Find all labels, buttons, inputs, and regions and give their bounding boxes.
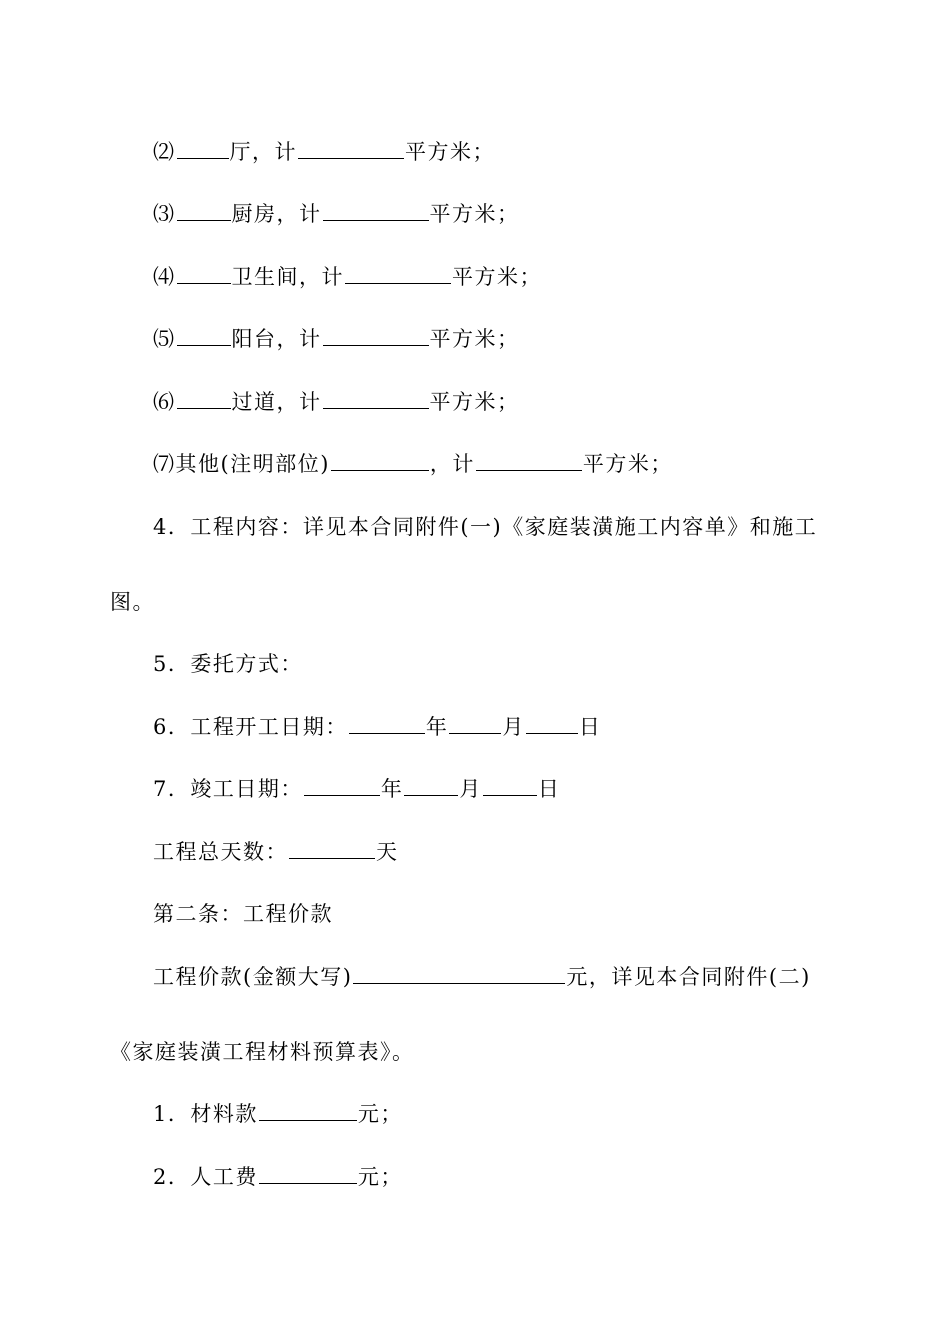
day-blank [526,713,578,734]
price-label: 工程价款(金额大写) [153,965,353,989]
labor-unit: 元； [357,1165,403,1189]
month-unit: 月 [459,777,482,801]
count-blank [177,263,231,284]
other-unit: 平方米； [582,452,673,476]
month-blank [404,775,458,796]
count-blank [177,388,231,409]
price-rest: 元，详见本合同附件(二) [566,965,811,989]
days-blank [289,838,375,859]
area-row-balcony [153,325,520,353]
labor-label: 2．人工费 [153,1165,258,1189]
price-row [153,963,811,991]
material-row [153,1100,403,1128]
area-blank [323,388,429,409]
day-blank [483,775,537,796]
area-blank [323,325,429,346]
total-days-row [153,838,399,866]
month-unit: 月 [502,715,525,739]
other-label: ⑺其他(注明部位) [153,452,330,476]
area-number: ⑹ [153,390,176,414]
year-blank [349,713,425,734]
area-row-bathroom [153,263,542,291]
area-label: 厅，计 [229,140,297,164]
area-row-hall [153,138,495,166]
area-blank [345,263,451,284]
location-blank [331,450,429,471]
area-label: 阳台，计 [231,327,322,351]
area-unit: 平方米； [429,327,520,351]
item4-line2: 图。 [110,590,155,614]
material-label: 1．材料款 [153,1102,258,1126]
area-number: ⑷ [153,265,176,289]
year-unit: 年 [380,777,404,801]
area-unit: 平方米； [429,390,520,414]
article2-title: 第二条：工程价款 [153,902,333,926]
area-unit: 平方米； [405,140,495,164]
total-days-unit: 天 [376,840,399,864]
year-blank [304,775,380,796]
area-unit: 平方米； [452,265,542,289]
area-unit: 平方米； [429,202,520,226]
end-date-label: 7．竣工日期： [153,777,303,801]
item4-line1: 4．工程内容：详见本合同附件(一)《家庭装潢施工内容单》和施工 [153,515,818,539]
count-blank [177,138,229,159]
area-label: 卫生间，计 [231,265,344,289]
material-blank [259,1100,357,1121]
material-unit: 元； [357,1102,403,1126]
labor-row [153,1163,403,1191]
end-date-row [153,775,560,803]
count-blank [177,325,231,346]
labor-blank [259,1163,357,1184]
price-blank [353,963,565,984]
area-blank [323,200,429,221]
total-days-label: 工程总天数： [153,840,288,864]
area-blank [476,450,582,471]
other-mid: ，计 [429,452,475,476]
start-date-label: 6．工程开工日期： [153,715,348,739]
item5-line: 5．委托方式： [153,652,303,676]
area-label: 过道，计 [231,390,322,414]
area-row-other [153,450,673,478]
count-blank [177,200,231,221]
start-date-row [153,713,601,741]
day-unit: 日 [537,777,561,801]
area-number: ⑵ [153,140,176,164]
day-unit: 日 [578,715,602,739]
area-row-kitchen [153,200,520,228]
area-number: ⑸ [153,327,176,351]
price-line2: 《家庭装潢工程材料预算表》。 [110,1040,415,1064]
year-unit: 年 [425,715,449,739]
area-row-corridor [153,388,520,416]
area-label: 厨房，计 [231,202,322,226]
area-number: ⑶ [153,202,176,226]
area-blank [298,138,404,159]
month-blank [449,713,501,734]
